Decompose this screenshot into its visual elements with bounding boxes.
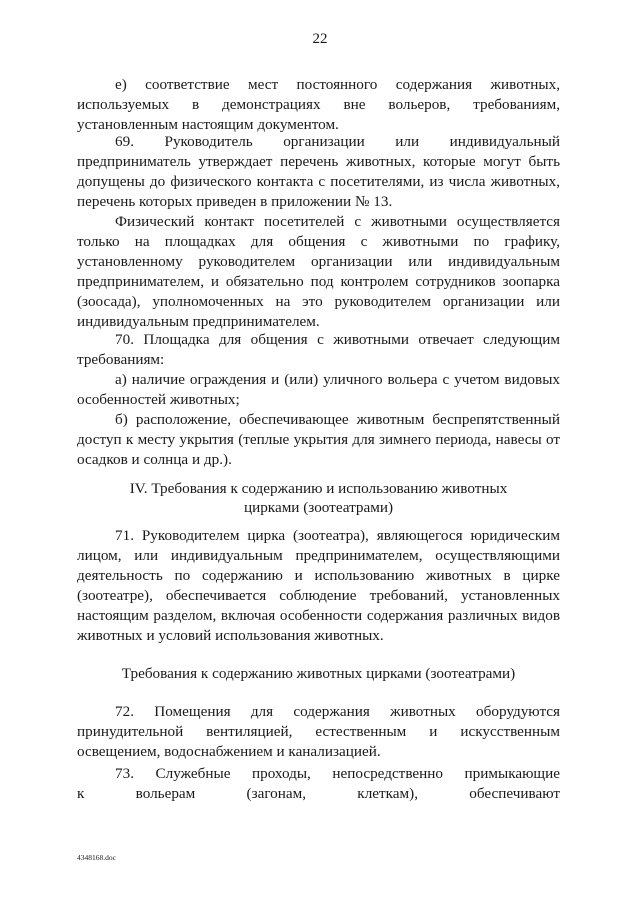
text-line: допущены до физического контакта с посетителями, из числа животных, <box>77 173 560 190</box>
section-heading-line: IV. Требования к содержанию и использованию животных <box>129 480 508 497</box>
text-line: перечень которых приведен в приложении № 13. <box>77 193 393 210</box>
text-line: предприниматель утверждает перечень животных, которые могут быть <box>77 153 560 170</box>
text-line: освещением, водоснабжением и канализацией. <box>77 743 381 760</box>
section-heading-line: Требования к содержанию животных цирками (зоотеатрами) <box>121 665 516 682</box>
text-line: принудительной вентиляцией, естественным и искусственным <box>77 723 560 740</box>
text-line: 71. Руководителем цирка (зоотеатра), являющегося юридическим <box>115 527 560 544</box>
text-line: 70. Площадка для общения с животными отвечает следующим <box>115 331 560 348</box>
text-line: 69. Руководитель организации или индивидуальный <box>115 133 560 150</box>
text-line: 72. Помещения для содержания животных оборудуются <box>115 703 560 720</box>
text-line: осадков и солнца и др.). <box>77 451 232 468</box>
text-line: особенностей животных; <box>77 391 240 408</box>
text-line: (зоотеатре), обеспечивается соблюдение требований, установленных <box>77 587 560 604</box>
text-line: к вольерам (загонам, клеткам), обеспечивают <box>77 785 560 802</box>
text-line: 73. Служебные проходы, непосредственно примыкающие <box>115 765 560 782</box>
text-line: (зоосада), уполномоченных на это руководителем организации или <box>77 293 560 310</box>
text-line: животных и условий использования животных. <box>77 627 384 644</box>
text-line: используемых в демонстрациях вне вольеров, требованиям, <box>77 96 560 113</box>
text-line: настоящим разделом, включая особенности содержания различных видов <box>77 607 560 624</box>
section-heading-line: цирками (зоотеатрами) <box>243 499 394 516</box>
page-number: 22 <box>312 31 328 47</box>
text-line: е) соответствие мест постоянного содержания животных, <box>115 76 560 93</box>
text-line: а) наличие ограждения и (или) уличного вольера с учетом видовых <box>115 371 560 388</box>
text-line: предпринимателем, и обязательно под контролем сотрудников зоопарка <box>77 273 560 290</box>
file-name-footer: 4348168.doc <box>77 853 116 862</box>
text-line: только на площадках для общения с животными по графику, <box>77 233 560 250</box>
text-line: индивидуальным предпринимателем. <box>77 313 320 330</box>
text-line: Физический контакт посетителей с животными осуществляется <box>115 213 560 230</box>
text-line: требованиям: <box>77 351 165 368</box>
text-line: деятельность по содержанию и использованию животных в цирке <box>77 567 560 584</box>
text-line: установленным настоящим документом. <box>77 116 339 133</box>
text-line: доступ к месту укрытия (теплые укрытия для зимнего периода, навесы от <box>77 431 560 448</box>
text-line: б) расположение, обеспечивающее животным беспрепятственный <box>115 411 560 428</box>
text-line: лицом, или индивидуальным предпринимателем, осуществляющими <box>77 547 560 564</box>
text-line: установленному руководителем организации или индивидуальным <box>77 253 560 270</box>
